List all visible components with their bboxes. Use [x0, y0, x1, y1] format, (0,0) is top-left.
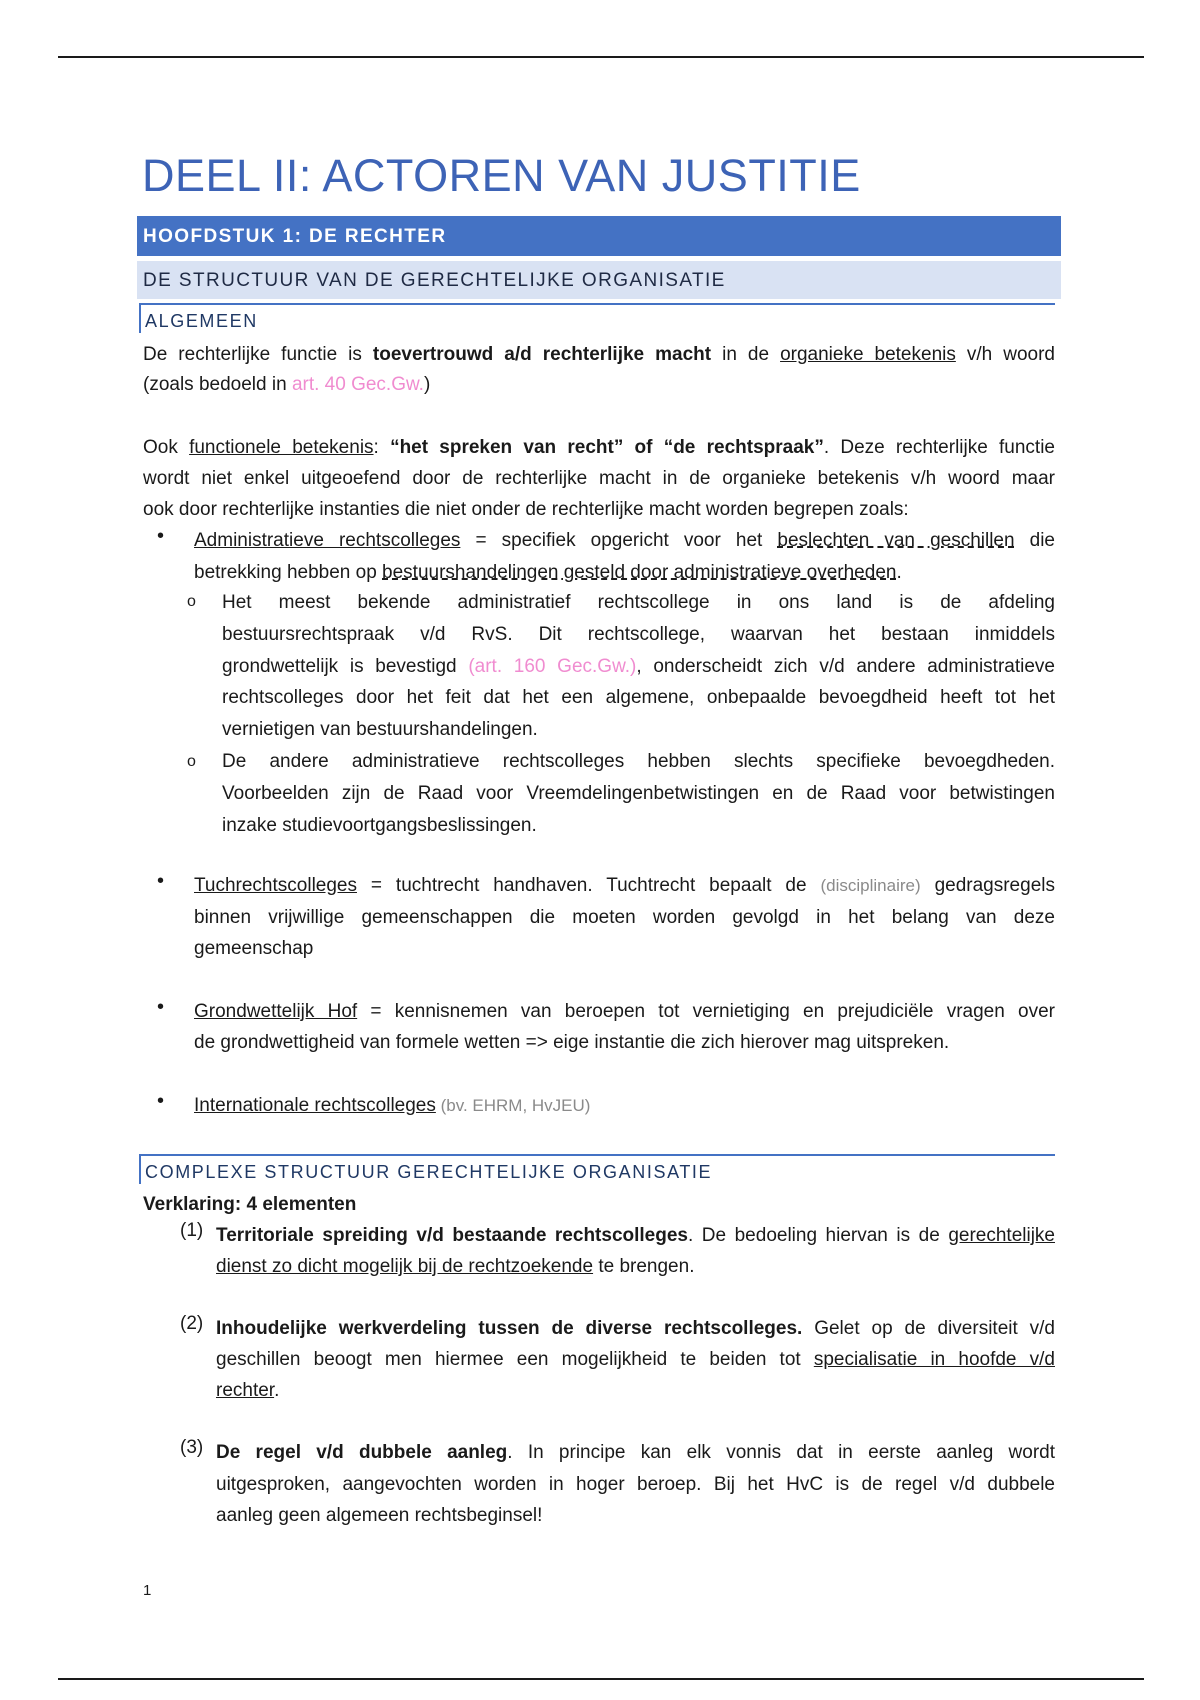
numbered-item-line: aanleg geen algemeen rechtsbeginsel!: [216, 1505, 543, 1526]
list-item-line: gemeenschap: [194, 938, 314, 959]
list-item: Tuchrechtscolleges = tuchtrecht handhaven. Tuchtrecht bepaalt de (disciplinaire) gedragsregels: [194, 875, 1055, 896]
sublist-line: vernietigen van bestuurshandelingen.: [222, 719, 538, 740]
list-item: Grondwettelijk Hof = kennisnemen van beroepen tot vernietiging en prejudiciële vragen over: [194, 1001, 1055, 1022]
list-item-line: binnen vrijwillige gemeenschappen die moeten worden gevolgd in het belang van deze: [194, 907, 1055, 928]
paragraph-line: ook door rechterlijke instanties die niet onder de rechterlijke macht worden begrepen zoals:: [143, 499, 909, 520]
bullet-icon: •: [157, 525, 165, 547]
list-item: Internationale rechtscolleges (bv. EHRM, HvJEU): [194, 1095, 591, 1116]
sublist-line: De andere administratieve rechtscolleges hebben slechts specifieke bevoegdheden.: [222, 751, 1055, 772]
bullet-icon: •: [157, 870, 165, 892]
numbered-item-line: geschillen beoogt men hiermee een mogelijkheid te beiden tot specialisatie in hoofde v/d: [216, 1349, 1055, 1370]
list-number: (1): [180, 1220, 204, 1241]
numbered-item-line: dienst zo dicht mogelijk bij de rechtzoekende te brengen.: [216, 1256, 695, 1277]
paragraph-line: (zoals bedoeld in art. 40 Gec.Gw.): [143, 374, 431, 395]
list-number: (2): [180, 1313, 204, 1334]
bullet-icon: •: [157, 996, 165, 1018]
sublist-line: rechtscolleges door het feit dat het een algemene, onbepaalde bevoegdheid heeft tot het: [222, 687, 1055, 708]
article-reference: art. 40 Gec.Gw.: [291, 374, 424, 395]
numbered-item: Inhoudelijke werkverdeling tussen de diverse rechtscolleges. Gelet op de diversiteit v/d: [216, 1318, 1055, 1339]
numbered-item: De regel v/d dubbele aanleg. In principe kan elk vonnis dat in eerste aanleg wordt: [216, 1442, 1055, 1463]
list-item: Administratieve rechtscolleges = specifiek opgericht voor het beslechten van geschillen die: [194, 530, 1056, 551]
subheading-algemeen: ALGEMEEN: [139, 303, 1055, 333]
sublist-line: bestuursrechtspraak v/d RvS. Dit rechtscollege, waarvan het bestaan inmiddels: [222, 624, 1055, 645]
article-reference: (art. 160 Gec.Gw.): [468, 656, 637, 677]
section-heading: DE STRUCTUUR VAN DE GERECHTELIJKE ORGANISATIE: [137, 261, 1061, 299]
sublist-line: Voorbeelden zijn de Raad voor Vreemdelingenbetwistingen en de Raad voor betwistingen: [222, 783, 1055, 804]
numbered-item-line: rechter.: [216, 1380, 280, 1401]
paragraph-line: wordt niet enkel uitgeoefend door de rechterlijke macht in de organieke betekenis v/h woord maar: [143, 468, 1055, 489]
top-rule: [58, 56, 1144, 58]
numbered-item: Territoriale spreiding v/d bestaande rechtscolleges. De bedoeling hiervan is de gerechtelijke: [216, 1225, 1055, 1246]
list-item-line: de grondwettigheid van formele wetten => eige instantie die zich hierover mag uitspreken.: [194, 1032, 950, 1053]
paragraph-line: Ook functionele betekenis: “het spreken van recht” of “de rechtspraak”. Deze rechterlijke functie: [143, 437, 1056, 458]
page-title: DEEL II: ACTOREN VAN JUSTITIE: [142, 150, 861, 201]
page-number: 1: [143, 1582, 152, 1599]
sublist-line: Het meest bekende administratief rechtscollege in ons land is de afdeling: [222, 592, 1055, 613]
circle-bullet-icon: o: [187, 593, 196, 610]
bullet-icon: •: [157, 1090, 165, 1112]
paragraph-line: De rechterlijke functie is toevertrouwd a/d rechterlijke macht in de organieke betekenis v/h woord: [143, 344, 1055, 365]
sublist-line: inzake studievoortgangsbeslissingen.: [222, 815, 537, 836]
intro-line: Verklaring: 4 elementen: [143, 1194, 357, 1215]
bottom-rule: [58, 1678, 1144, 1680]
chapter-heading: HOOFDSTUK 1: DE RECHTER: [137, 216, 1061, 256]
circle-bullet-icon: o: [187, 753, 196, 770]
subheading-complexe-structuur: COMPLEXE STRUCTUUR GERECHTELIJKE ORGANISATIE: [139, 1154, 1055, 1184]
list-number: (3): [180, 1437, 204, 1458]
numbered-item-line: uitgesproken, aangevochten worden in hoger beroep. Bij het HvC is de regel v/d dubbele: [216, 1474, 1055, 1495]
list-item-line: betrekking hebben op bestuurshandelingen gesteld door administratieve overheden.: [194, 562, 902, 583]
sublist-line: grondwettelijk is bevestigd (art. 160 Gec.Gw.), onderscheidt zich v/d andere administratieve: [222, 656, 1055, 677]
